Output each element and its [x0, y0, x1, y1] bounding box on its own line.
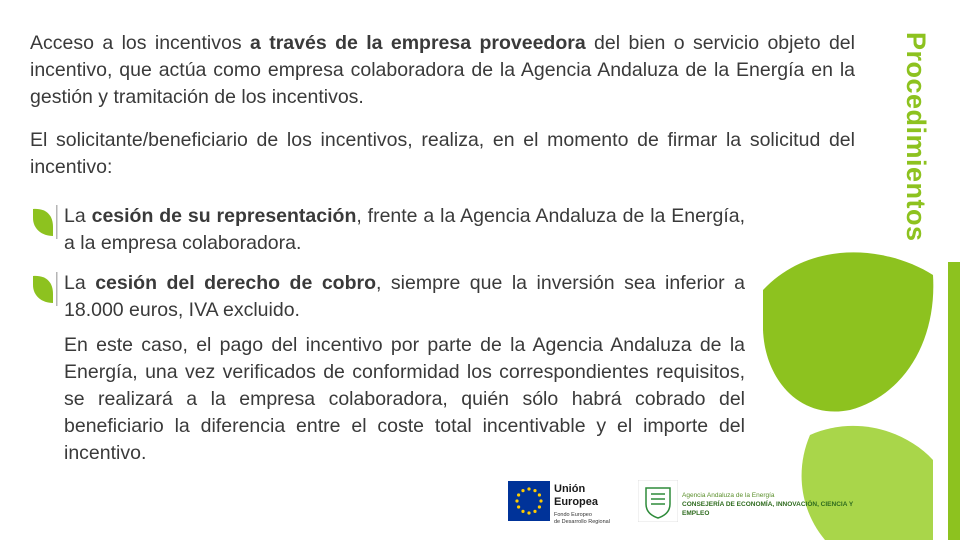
- intro-text-end: del bien o servicio objeto del incentivo, que actúa como empresa colaboradora de la Agencia Andaluza de la Energía en la gestión y tramitación de los incentivos.: [30, 32, 855, 108]
- bullet-text-end: , frente a la Agencia Andaluza de la Energía, a la empresa colaboradora.: [64, 205, 745, 254]
- accent-bar: [948, 262, 960, 540]
- bullet-item-collection-right: [30, 270, 745, 324]
- agency-department: CONSEJERÍA DE ECONOMÍA, INNOVACIÓN, CIENCIA Y EMPLEO: [682, 501, 854, 517]
- bullet-text-bold: cesión de su representación: [91, 205, 357, 227]
- intro-text-start: Acceso a los incentivos: [30, 32, 250, 54]
- bullet-text-start: La: [64, 205, 92, 227]
- applicant-paragraph: El solicitante/beneficiario de los incentivos, realiza, en el momento de firmar la solicitud del incentivo:: [30, 129, 855, 178]
- eu-text: [554, 483, 626, 526]
- eu-fund-line2: de Desarrollo Regional: [554, 519, 610, 525]
- eu-flag-icon: [508, 481, 550, 521]
- bullet-text: [64, 203, 745, 257]
- bullet-text: [64, 270, 745, 324]
- junta-andalucia-logo-icon: [638, 480, 678, 522]
- agency-branding: [682, 491, 882, 518]
- eu-title: Unión Europea: [554, 483, 599, 508]
- payment-paragraph: En este caso, el pago del incentivo por parte de la Agencia Andaluza de la Energía, una vez verificados de conformidad los correspondientes requisitos, se realizará a la empresa colaboradora, quién sólo habrá cobrado del beneficiario la diferencia entre el coste total incentivable y el importe del incentivo.: [64, 334, 745, 464]
- intro-paragraph: [30, 30, 855, 111]
- bullet-text-start: La: [64, 272, 96, 294]
- section-title: Procedimientos: [901, 32, 931, 242]
- eu-fund-line1: Fondo Europeo: [554, 512, 592, 518]
- bullet-text-bold: cesión del derecho de cobro: [95, 272, 376, 294]
- intro-text-bold: a través de la empresa proveedora: [249, 32, 586, 54]
- bullet-text-end: , siempre que la inversión sea inferior a 18.000 euros, IVA excluido.: [64, 272, 746, 321]
- bullet-item-representation: [30, 203, 745, 257]
- leaf-bullet-icon: [30, 205, 60, 239]
- agency-name: Agencia Andaluza de la Energía: [682, 492, 775, 499]
- leaf-bullet-icon: [30, 272, 60, 306]
- eu-logo: [508, 481, 623, 525]
